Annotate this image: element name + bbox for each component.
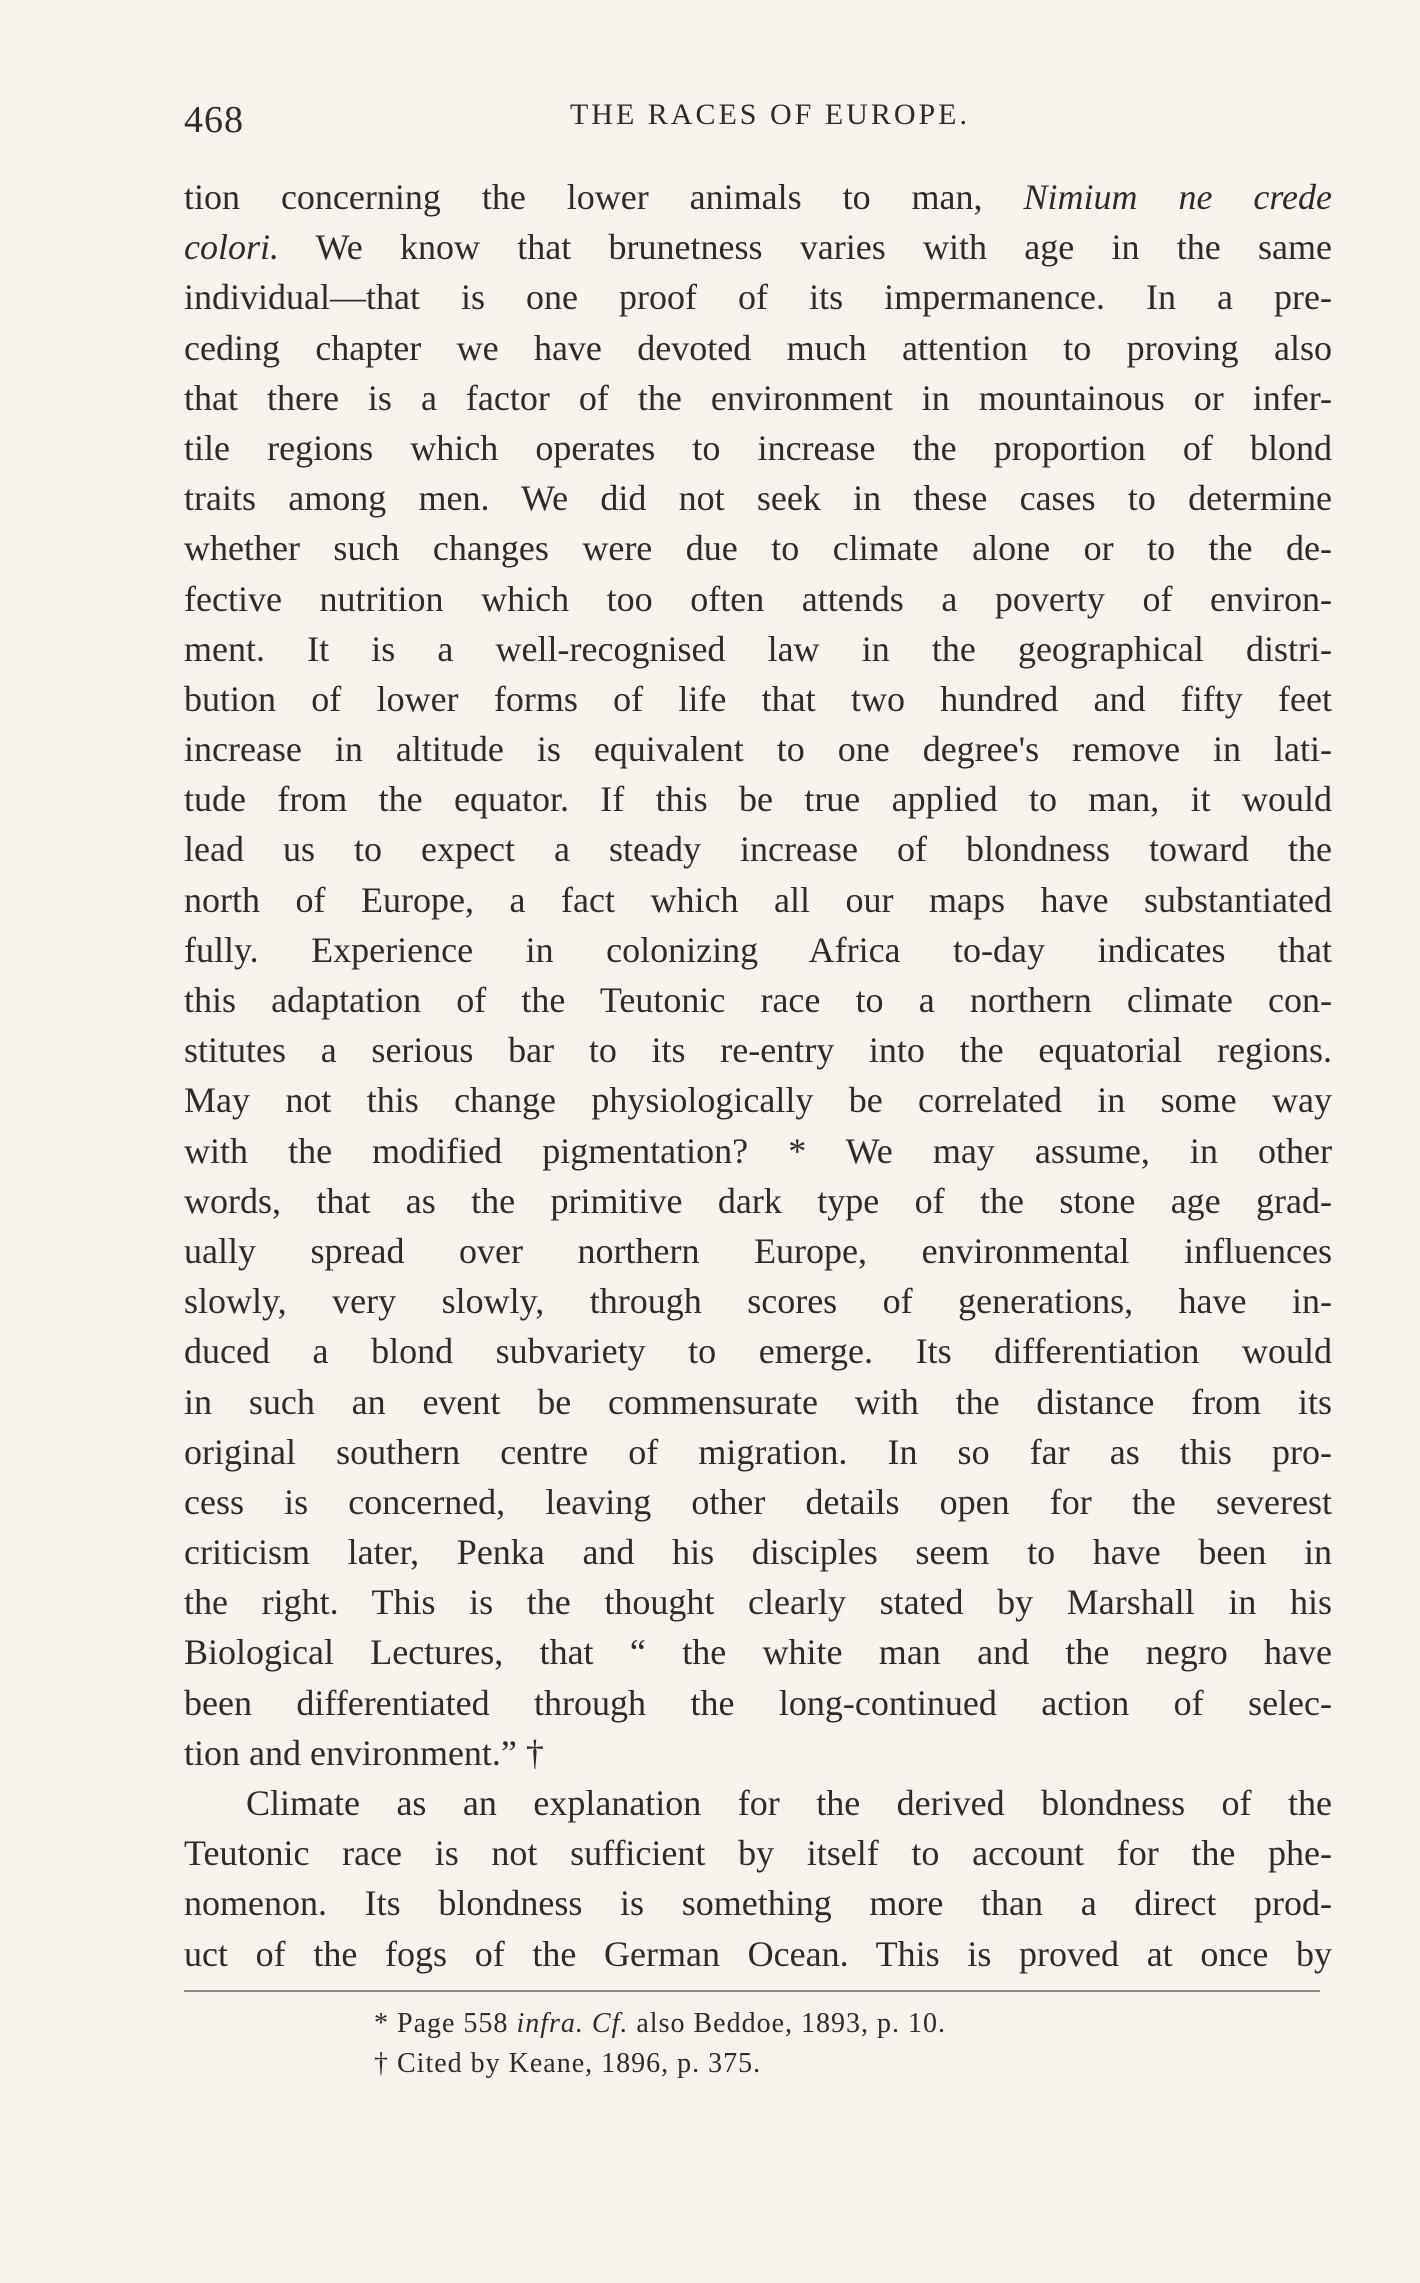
text-line: [184, 1527, 1332, 1577]
text-line: [184, 875, 1332, 925]
text-run: ceding chapter we have devoted much attention to proving also: [184, 327, 1332, 368]
text-run: We know that brunetness varies with age in the same: [279, 227, 1332, 268]
text-line: [184, 1728, 1332, 1778]
text-run: whether such changes were due to climate alone or to the de-: [184, 528, 1332, 569]
page-header: [184, 88, 1336, 148]
text-run: original southern centre of migration. In so far as this pro-: [184, 1431, 1332, 1472]
text-run: tion concerning the lower animals to man,: [184, 177, 1024, 217]
body-text: [184, 172, 1332, 1979]
text-run: with the modified pigmentation? * We may assume, in other: [184, 1130, 1332, 1171]
text-run: nomenon. Its blondness is something more than a direct prod-: [184, 1883, 1332, 1924]
text-run: that there is a factor of the environment in mountainous or infer-: [184, 377, 1332, 418]
text-line: [184, 1929, 1332, 1979]
text-run: Climate as an explanation for the derived blondness of the: [246, 1783, 1332, 1823]
text-line: [184, 1226, 1332, 1276]
text-line: [184, 774, 1332, 824]
footnotes: [184, 2004, 1332, 2084]
text-line: [184, 473, 1332, 523]
text-run: stitutes a serious bar to its re-entry into the equatorial regions.: [184, 1030, 1332, 1071]
text-line: [184, 1326, 1332, 1376]
text-line: [184, 272, 1332, 322]
text-run: criticism later, Penka and his disciples seem to have been in: [184, 1532, 1332, 1573]
text-run: this adaptation of the Teutonic race to a northern climate con-: [184, 980, 1332, 1020]
text-run: slowly, very slowly, through scores of generations, have in-: [184, 1281, 1332, 1322]
text-line: [184, 1025, 1332, 1075]
text-run: Biological Lectures, that “ the white man and the negro have: [184, 1632, 1332, 1673]
italic-text-run: colori.: [184, 227, 279, 268]
footnote-text: also Beddoe, 1893, p. 10.: [628, 2008, 947, 2039]
text-run: ment. It is a well-recognised law in the geographical distri-: [184, 628, 1332, 669]
text-line: [184, 1176, 1332, 1226]
text-line: [184, 1678, 1332, 1728]
text-run: May not this change physiologically be correlated in some way: [184, 1080, 1332, 1121]
text-line: [184, 323, 1332, 373]
text-run: increase in altitude is equivalent to one degree's remove in lati-: [184, 729, 1332, 770]
text-run: north of Europe, a fact which all our maps have substantiated: [184, 879, 1332, 920]
text-run: tude from the equator. If this be true applied to man, it would: [184, 779, 1332, 820]
text-line: [184, 1377, 1332, 1427]
footnote-divider: [184, 1990, 1320, 1992]
text-line: [184, 574, 1332, 624]
text-line: [184, 1828, 1332, 1878]
text-run: tile regions which operates to increase the proportion of blond: [184, 427, 1332, 468]
text-line: [184, 1577, 1332, 1627]
footnote-text: * Page 558: [374, 2008, 517, 2039]
text-run: fective nutrition which too often attends a poverty of environ-: [184, 578, 1332, 619]
footnote-italic: Cf.: [591, 2008, 629, 2039]
text-run: words, that as the primitive dark type of the stone age grad-: [184, 1180, 1332, 1221]
text-run: individual—that is one proof of its impermanence. In a pre-: [184, 277, 1332, 318]
text-line: [184, 1427, 1332, 1477]
text-line: [184, 1276, 1332, 1326]
text-line: [184, 1477, 1332, 1527]
text-line: [184, 423, 1332, 473]
text-line: [184, 824, 1332, 874]
text-line: [184, 373, 1332, 423]
text-line: [184, 724, 1332, 774]
text-run: Teutonic race is not sufficient by itself to account for the phe-: [184, 1833, 1332, 1874]
text-run: cess is concerned, leaving other details open for the severest: [184, 1481, 1332, 1522]
text-line: [184, 624, 1332, 674]
text-line: [184, 1778, 1332, 1828]
text-line: [184, 523, 1332, 573]
footnote: [184, 2004, 1332, 2044]
text-run: fully. Experience in colonizing Africa to-day indicates that: [184, 929, 1332, 970]
text-line: [184, 1075, 1332, 1125]
text-line: [184, 222, 1332, 272]
text-run: duced a blond subvariety to emerge. Its differentiation would: [184, 1331, 1332, 1372]
page-number: 468: [184, 99, 244, 141]
text-line: [184, 1627, 1332, 1677]
footnote-text: † Cited by Keane, 1896, p. 375.: [374, 2048, 762, 2079]
footnote: [184, 2044, 1332, 2084]
text-run: traits among men. We did not seek in these cases to determine: [184, 478, 1332, 519]
text-run: bution of lower forms of life that two hundred and fifty feet: [184, 678, 1332, 719]
italic-text-run: Nimium ne crede: [1023, 177, 1332, 217]
text-line: [184, 975, 1332, 1025]
text-run: in such an event be commensurate with the distance from its: [184, 1381, 1332, 1422]
footnote-italic: infra.: [516, 2008, 584, 2039]
text-line: [184, 172, 1332, 222]
text-run: the right. This is the thought clearly stated by Marshall in his: [184, 1582, 1332, 1623]
text-line: [184, 674, 1332, 724]
running-title: THE RACES OF EUROPE.: [569, 98, 971, 131]
text-line: [184, 1878, 1332, 1928]
text-run: ually spread over northern Europe, environmental influences: [184, 1230, 1332, 1271]
text-run: uct of the fogs of the German Ocean. This is proved at once by: [184, 1933, 1332, 1974]
text-line: [184, 925, 1332, 975]
footnote-text: [584, 2008, 592, 2039]
text-run: been differentiated through the long-continued action of selec-: [184, 1682, 1332, 1723]
text-run: tion and environment.” †: [184, 1732, 544, 1773]
text-run: lead us to expect a steady increase of blondness toward the: [184, 829, 1332, 870]
text-line: [184, 1126, 1332, 1176]
